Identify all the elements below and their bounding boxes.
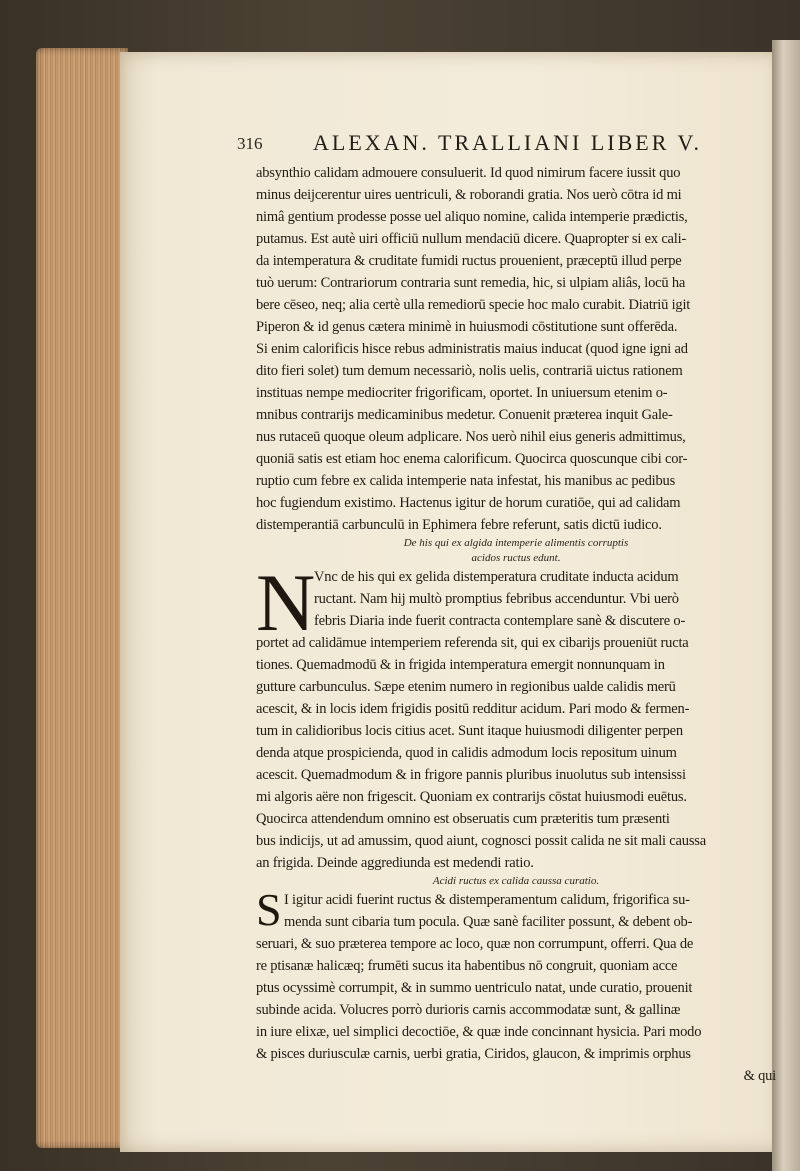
paragraph-1 (256, 162, 776, 536)
page-header (237, 130, 777, 162)
running-head: ALEXAN. TRALLIANI LIBER V. (313, 130, 703, 155)
drop-cap: N (256, 557, 316, 648)
section-caption: Acidi ructus ex calida caussa curatio. (432, 875, 600, 887)
text-line: distemperantiā carbunculū in Ephimera febre referunt, satis dictū iudico. (256, 517, 662, 533)
text-line: an frigida. Deinde aggrediunda est medendi ratio. (256, 855, 534, 871)
catchword: & qui (743, 1068, 776, 1084)
text-line: bus indicijs, ut ad amussim, quod aiunt, cognosci possit calida ne sit mali caussa (256, 833, 706, 849)
text-line: menda sunt cibaria tum pocula. Quæ sanè faciliter possunt, & debent ob- (284, 914, 693, 930)
text-line: absynthio calidam admouere consuluerit. Id quod nimirum facere iussit quo (256, 165, 681, 181)
text-line: nus rutaceū quoque oleum adplicare. Nos uerò nihil eius generis admittimus, (256, 429, 686, 445)
text-line: Piperon & id genus cætera minimè in huiusmodi cōstitutione sunt offerēda. (256, 319, 678, 335)
section-caption: acidos ructus edunt. (471, 552, 561, 564)
text-line: febris Diaria inde fuerit contracta contemplare sanè & discutere o- (314, 613, 686, 629)
text-line: Quocirca attendendum omnino est obseruatis cum præteritis tum præsenti (256, 811, 670, 827)
text-line: bere cēseo, neq; alia certè ulla remediorū specie hoc malo curabit. Diatriū igit (256, 297, 691, 313)
text-line: tiones. Quemadmodū & in frigida intemperatura emergit nonnunquam in (256, 657, 665, 673)
text-line: ruptio cum febre ex calida intemperie nata infestat, his manibus ac pedibus (256, 473, 676, 489)
drop-cap: S (256, 884, 282, 935)
text-line: portet ad calidāmue intemperiem referenda sit, qui ex cibarijs proueniūt ructa (256, 635, 689, 651)
text-line: acescit, & in locis idem frigidis positū redditur acidum. Pari modo & fermen- (256, 701, 690, 717)
text-line: da intemperatura & cruditate fumidi ructus prouenient, præceptū illud perpe (256, 253, 682, 269)
paragraph-3 (256, 884, 776, 1065)
text-line: denda atque prospicienda, quod in calidis admodum locis repositum uinum (256, 745, 677, 761)
text-line: ructant. Nam hij multò promptius febribus accenduntur. Vbi uerò (314, 591, 679, 607)
facing-page-edge (772, 40, 800, 1171)
text-line: nimâ gentium prodesse posse uel aliquo nomine, calida intemperie prædictis, (256, 209, 688, 225)
text-line: I igitur acidi fuerint ructus & distemperamentum calidum, frigorifica su- (284, 892, 690, 908)
text-line: dito fieri solet) tum demum necessariò, nolis uelis, contrariā uictus rationem (256, 363, 683, 379)
text-line: instituas nempe mediocriter frigorificam, oportet. In uniuersum etenim o- (256, 385, 668, 401)
text-line: hoc fugiendum existimo. Hactenus igitur de horum curatiōe, qui ad calidam (256, 495, 681, 511)
text-line: mnibus contrarijs medicaminibus medetur. Conuenit præterea inquit Gale- (256, 407, 673, 423)
text-line: tuò uerum: Contrariorum contraria sunt remedia, hic, si ulpiam aliâs, locū ha (256, 275, 686, 291)
text-line: tum in calidioribus locis citius acet. Sunt itaque huiusmodi diligenter perpen (256, 723, 683, 739)
text-line: quoniā satis est etiam hoc enema calorificum. Quocirca quoscunque cibi cor- (256, 451, 688, 467)
section-caption: De his qui ex algida intemperie alimentis corruptis (403, 537, 629, 549)
text-line: subinde acida. Volucres porrò durioris carnis accommodatæ sunt, & gallinæ (256, 1002, 681, 1018)
text-line: seruari, & suo præterea tempore ac loco, quæ non corrumpunt, offerri. Qua de (256, 936, 694, 952)
text-line: Si enim calorificis hisce rebus administratis maius inducat (quod igne igni ad (256, 341, 688, 357)
text-line: re ptisanæ halicæq; frumēti sucus ita habentibus nō congruit, quoniam acce (256, 958, 678, 974)
text-line: Vnc de his qui ex gelida distemperatura cruditate inducta acidum (314, 569, 679, 585)
text-line: gutture carbunculus. Sæpe etenim numero in regionibus ualde calidis merū (256, 679, 676, 695)
body-text (256, 162, 776, 1087)
text-line: ptus ocyssimè corrumpit, & in summo uentriculo natat, unde curatio, prouenit (256, 980, 693, 996)
text-line: & pisces duriusculæ carnis, uerbi gratia, Ciridos, glaucon, & imprimis orphus (256, 1046, 691, 1062)
text-line: mi algoris aëre non frigescit. Quoniam ex contrarijs cōstat huiusmodi euētus. (256, 789, 687, 805)
page-edges (36, 48, 128, 1148)
text-line: minus deijcerentur uires uentriculi, & roborandi gratia. Nos uerò cōtra id mi (256, 187, 682, 203)
text-line: acescit. Quemadmodum & in frigore pannis pluribus inuolutus sub intensissi (256, 767, 686, 783)
page-number: 316 (237, 134, 263, 153)
text-line: putamus. Est autè uiri officiū nullum mendaciū dicere. Quapropter si ex cali- (256, 231, 687, 247)
text-line: in iure elixæ, uel simplici decoctiōe, & quæ inde concinnant hysicia. Pari modo (256, 1024, 702, 1040)
